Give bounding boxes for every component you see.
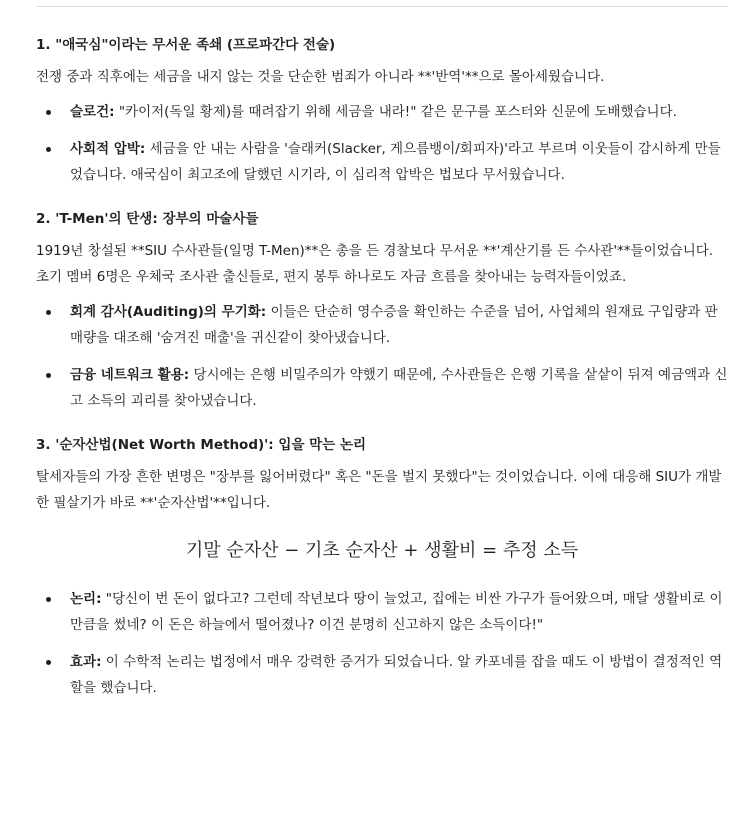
- bullet-label: 논리:: [70, 591, 102, 607]
- section-3-intro: 탈세자들의 가장 흔한 변명은 "장부를 잃어버렸다" 혹은 "돈을 벌지 못했다"는 것이었습니다. 이에 대응해 SIU가 개발한 필살기가 바로 **'순자산법'**입니다.: [36, 469, 722, 511]
- document-content: [36, 32, 728, 701]
- list-item: [36, 136, 728, 188]
- section-2-heading: 2. 'T-Men'의 탄생: 장부의 마술사들: [36, 211, 259, 227]
- bullet-label: 금융 네트워크 활용:: [70, 367, 190, 383]
- section-3-heading: 3. '순자산법(Net Worth Method)': 입을 막는 논리: [36, 437, 367, 453]
- list-item: [36, 586, 728, 638]
- top-divider: [36, 6, 728, 7]
- section-3: [36, 432, 728, 701]
- bullet-label: 효과:: [70, 654, 102, 670]
- bullet-text: "카이저(독일 황제)를 때려잡기 위해 세금을 내라!" 같은 문구를 포스터와 신문에 도배했습니다.: [118, 104, 677, 120]
- section-1: [36, 32, 728, 188]
- section-2: [36, 206, 728, 414]
- bullet-text: 이들은 단순히 영수증을 확인하는 수준을 넘어, 사업체의 원재료 구입량과 판매량을 대조해 '숨겨진 매출'을 귀신같이 찾아냈습니다.: [70, 304, 718, 346]
- section-1-heading: 1. "애국심"이라는 무서운 족쇄 (프로파간다 전술): [36, 37, 336, 53]
- bullet-label: 슬로건:: [70, 104, 115, 120]
- net-worth-formula: 기말 순자산 − 기초 순자산 + 생활비 = 추정 소득: [185, 540, 579, 561]
- bullet-text: 당시에는 은행 비밀주의가 약했기 때문에, 수사관들은 은행 기록을 샅샅이 뒤져 예금액과 신고 소득의 괴리를 찾아냈습니다.: [70, 367, 728, 409]
- section-2-list: [36, 299, 728, 414]
- bullet-text: "당신이 번 돈이 없다고? 그런데 작년보다 땅이 늘었고, 집에는 비싼 가구가 들어왔으며, 매달 생활비로 이만큼을 썼네? 이 돈은 하늘에서 떨어졌나? 이건 분명히 신고하지 않은 소득이다!": [70, 591, 723, 633]
- list-item: [36, 649, 728, 701]
- list-item: [36, 299, 728, 351]
- list-item: [36, 362, 728, 414]
- section-1-list: [36, 99, 728, 188]
- list-item: [36, 99, 728, 125]
- section-2-intro: 1919년 창설된 **SIU 수사관들(일명 T-Men)**은 총을 든 경찰보다 무서운 **'계산기를 든 수사관'**들이었습니다. 초기 멤버 6명은 우체국 조사관 출신들로, 편지 봉투 하나로도 자금 흐름을 찾아내는 능력자들이었죠.: [36, 243, 714, 285]
- bullet-text: 세금을 안 내는 사람을 '슬래커(Slacker, 게으름뱅이/회피자)'라고 부르며 이웃들이 감시하게 만들었습니다. 애국심이 최고조에 달했던 시기라, 이 심리적 압박은 법보다 무서웠습니다.: [70, 141, 721, 183]
- bullet-label: 사회적 압박:: [70, 141, 146, 157]
- bullet-text: 이 수학적 논리는 법정에서 매우 강력한 증거가 되었습니다. 알 카포네를 잡을 때도 이 방법이 결정적인 역할을 했습니다.: [70, 654, 723, 696]
- section-1-intro: 전쟁 중과 직후에는 세금을 내지 않는 것을 단순한 범죄가 아니라 **'반역'**으로 몰아세웠습니다.: [36, 69, 605, 85]
- section-3-list: [36, 586, 728, 701]
- bullet-label: 회계 감사(Auditing)의 무기화:: [70, 304, 267, 320]
